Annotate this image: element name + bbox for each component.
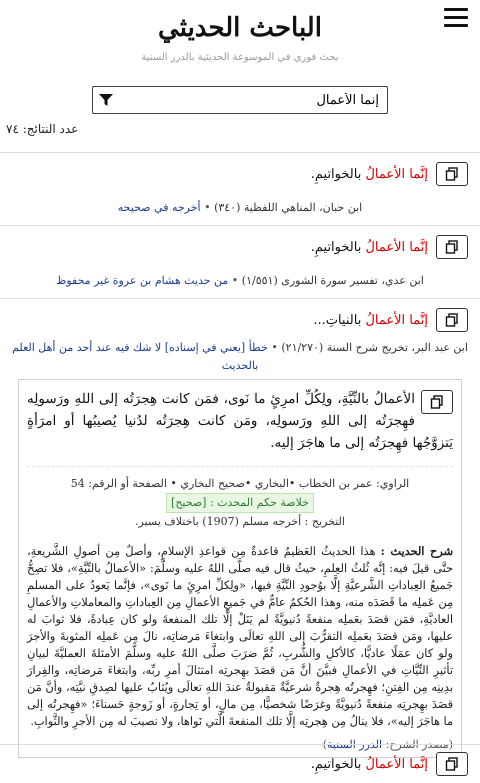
source-link[interactable]: من حديث هشام بن عروة غير محفوظ [56, 274, 229, 287]
hamburger-icon [444, 8, 468, 11]
app-title: الباحث الحديثي [158, 13, 322, 43]
results-list [0, 152, 480, 770]
hadith-detail-panel [18, 379, 462, 758]
copy-icon [445, 313, 459, 327]
copy-button[interactable] [421, 390, 453, 414]
search-input[interactable] [119, 88, 387, 112]
result-item [0, 225, 480, 298]
copy-button[interactable] [436, 235, 468, 259]
hadith-explanation: شرح الحديث : هذا الحديثُ العَظيمُ قاعدةٌ مِن قواعدِ الإسلامِ، وأصلٌ مِن أصولِ الشَّريعةِ، حتَّى قيلَ فيه: إنَّه ثُلثُ العِلمِ، حيثُ قال فيه صلَّى اللهُ عليه وسلَّمَ: «الأعمالُ بالنِّيَّةِ»، فلا تصِحُّ جَميعُ العِباداتِ الشَّرعيَّةِ إلَّا بوُجودِ النِّيَّةِ فيها، «ولِكلِّ امرِئٍ ما نَوى»، فإنَّما يَعودُ على المسلمِ مِن عَملِه ما قَصَدَه منه، وهذا الحُكمُ عامٌّ في جَميعِ الأعمالِ مِن العِباداتِ والمعاملاتِ والأعمالِ العاديَّةِ، فمَن قصَدَ بعَملِه منفعةً دُنيويَّةً لم يَنَلْ إلَّا تلك المنفعةَ ولو كان عِبادةً، فلا ثوابَ له عليها، ومَن قصَدَ بعَملِه التقرُّبَ إلى اللهِ تعالَى وابتغاءَ مَرضاتِه، نالَ مِن عَملِه المثوبةَ والأجرَ ولو كان عمَلًا عاديًّا، كالأكلِ والشُّربِ، ثُمَّ ضرَبَ صلَّى اللهُ عليه وسلَّمَ الأمثلةَ العمليَّةَ لبيانِ تأثيرِ النِّيَّاتِ في الأعمالِ فبيَّنَ أنَّ مَن قصَدَ بهِجرتِه امتثالَ أمرِ ربِّه، وابتغاءَ مَرضاتِه، والفِرارَ بدِينِه مِن الفِتنِ؛ فهِجرتُه هِجرةٌ شرعيَّةٌ مَقبولةٌ عندَ اللهِ تعالَى ويُثابُ عليها لصِدقِ نيَّتِه، وأنَّ مَن قصَدَ بهِجرتِه منفعةً دُنيويَّةً وغرَضًا شخصيًّا، مِن مالٍ، أو تِجارةٍ، أو زَوجةٍ حَسناءَ؛ «فهِجرتُه إلى ما هاجَرَ إليه»، فلا ينالُ مِن هِجرتِه إلَّا تلك المنفعةَ الَّتي نَواها، ولا نصيبَ له مِن الأجرِ والثَّوابِ. [27, 544, 453, 728]
copy-button[interactable] [436, 752, 468, 776]
copy-icon [430, 395, 444, 409]
hadith-source: ابن عبد البر، تخريج شرح السنة (٢١/٢٧٠) • خطأ [يعني في إسناده] لا شك فيه عند أحد من أهل العلم بالحديث [12, 341, 468, 372]
hadith-snippet[interactable]: إنَّما الأعمالُ بالخواتيمِ. [310, 239, 428, 255]
copy-icon [445, 167, 459, 181]
filter-icon [99, 93, 113, 107]
hadith-source: ابن حبان، المناهي اللفظية (٣٤٠) • أخرجه في صحيحه [117, 201, 363, 214]
source-link[interactable]: خطأ [يعني في إسناده] لا شك فيه عند أحد من أهل العلم بالحديث [12, 341, 268, 372]
hadith-snippet[interactable]: إنَّما الأعمالُ بالخواتيمِ. [310, 166, 428, 182]
menu-button[interactable] [444, 8, 468, 28]
explanation-title: شرح الحديث : [380, 544, 453, 558]
hadith-meta [27, 466, 453, 531]
search-bar [92, 86, 388, 114]
hadith-snippet[interactable]: إنَّما الأعمالُ بالخواتيمِ. [310, 756, 428, 772]
hadith-full-text: الأعمالُ بالنِّيَّةِ، ولِكُلِّ امرِئٍ ما نَوى، فمَن كانت هِجرَتُه إلى اللهِ ورَسولِه فهِجرَتُه إلى اللهِ ورَسولِه، ومَن كانت هِجرَتُه لدُنيا يُصيبُها أو امرَأةٍ يَتزوَّجُها فهِجرَتُه إلى ما هاجَرَ إليه. [27, 391, 453, 451]
result-item [0, 744, 480, 783]
copy-button[interactable] [436, 308, 468, 332]
filter-button[interactable] [93, 87, 119, 113]
copy-icon [445, 757, 459, 771]
narrator-line: الراوي: عمر بن الخطاب •البخاري •صحيح البخاري • الصفحة أو الرقم: 54 [70, 477, 410, 490]
hadith-snippet[interactable]: إنَّما الأعمالُ بالنياتِ... [313, 312, 428, 328]
takhrij-line: التخريج : أخرجه مسلم (1907) باختلاف يسير. [135, 515, 345, 528]
source-link[interactable]: أخرجه في صحيحه [117, 201, 201, 214]
explanation-source-link[interactable]: الدرر السنية [327, 738, 383, 751]
results-count: عدد النتائج: ٧٤ [6, 122, 79, 136]
copy-button[interactable] [436, 162, 468, 186]
app-subtitle: بحث فوري في الموسوعة الحديثية بالدرر السنية [141, 52, 339, 63]
hadith-source: ابن عدي، تفسير سورة الشورى (١/٥٥١) • من حديث هشام بن عروة غير محفوظ [56, 274, 424, 287]
result-item-expanded [0, 298, 480, 770]
explanation-source: (مصدر الشرح: الدرر السنية) [322, 738, 453, 751]
result-item [0, 152, 480, 225]
ruling-badge: خلاصة حكم المحدث : [صحيح] [166, 493, 314, 513]
copy-icon [445, 240, 459, 254]
